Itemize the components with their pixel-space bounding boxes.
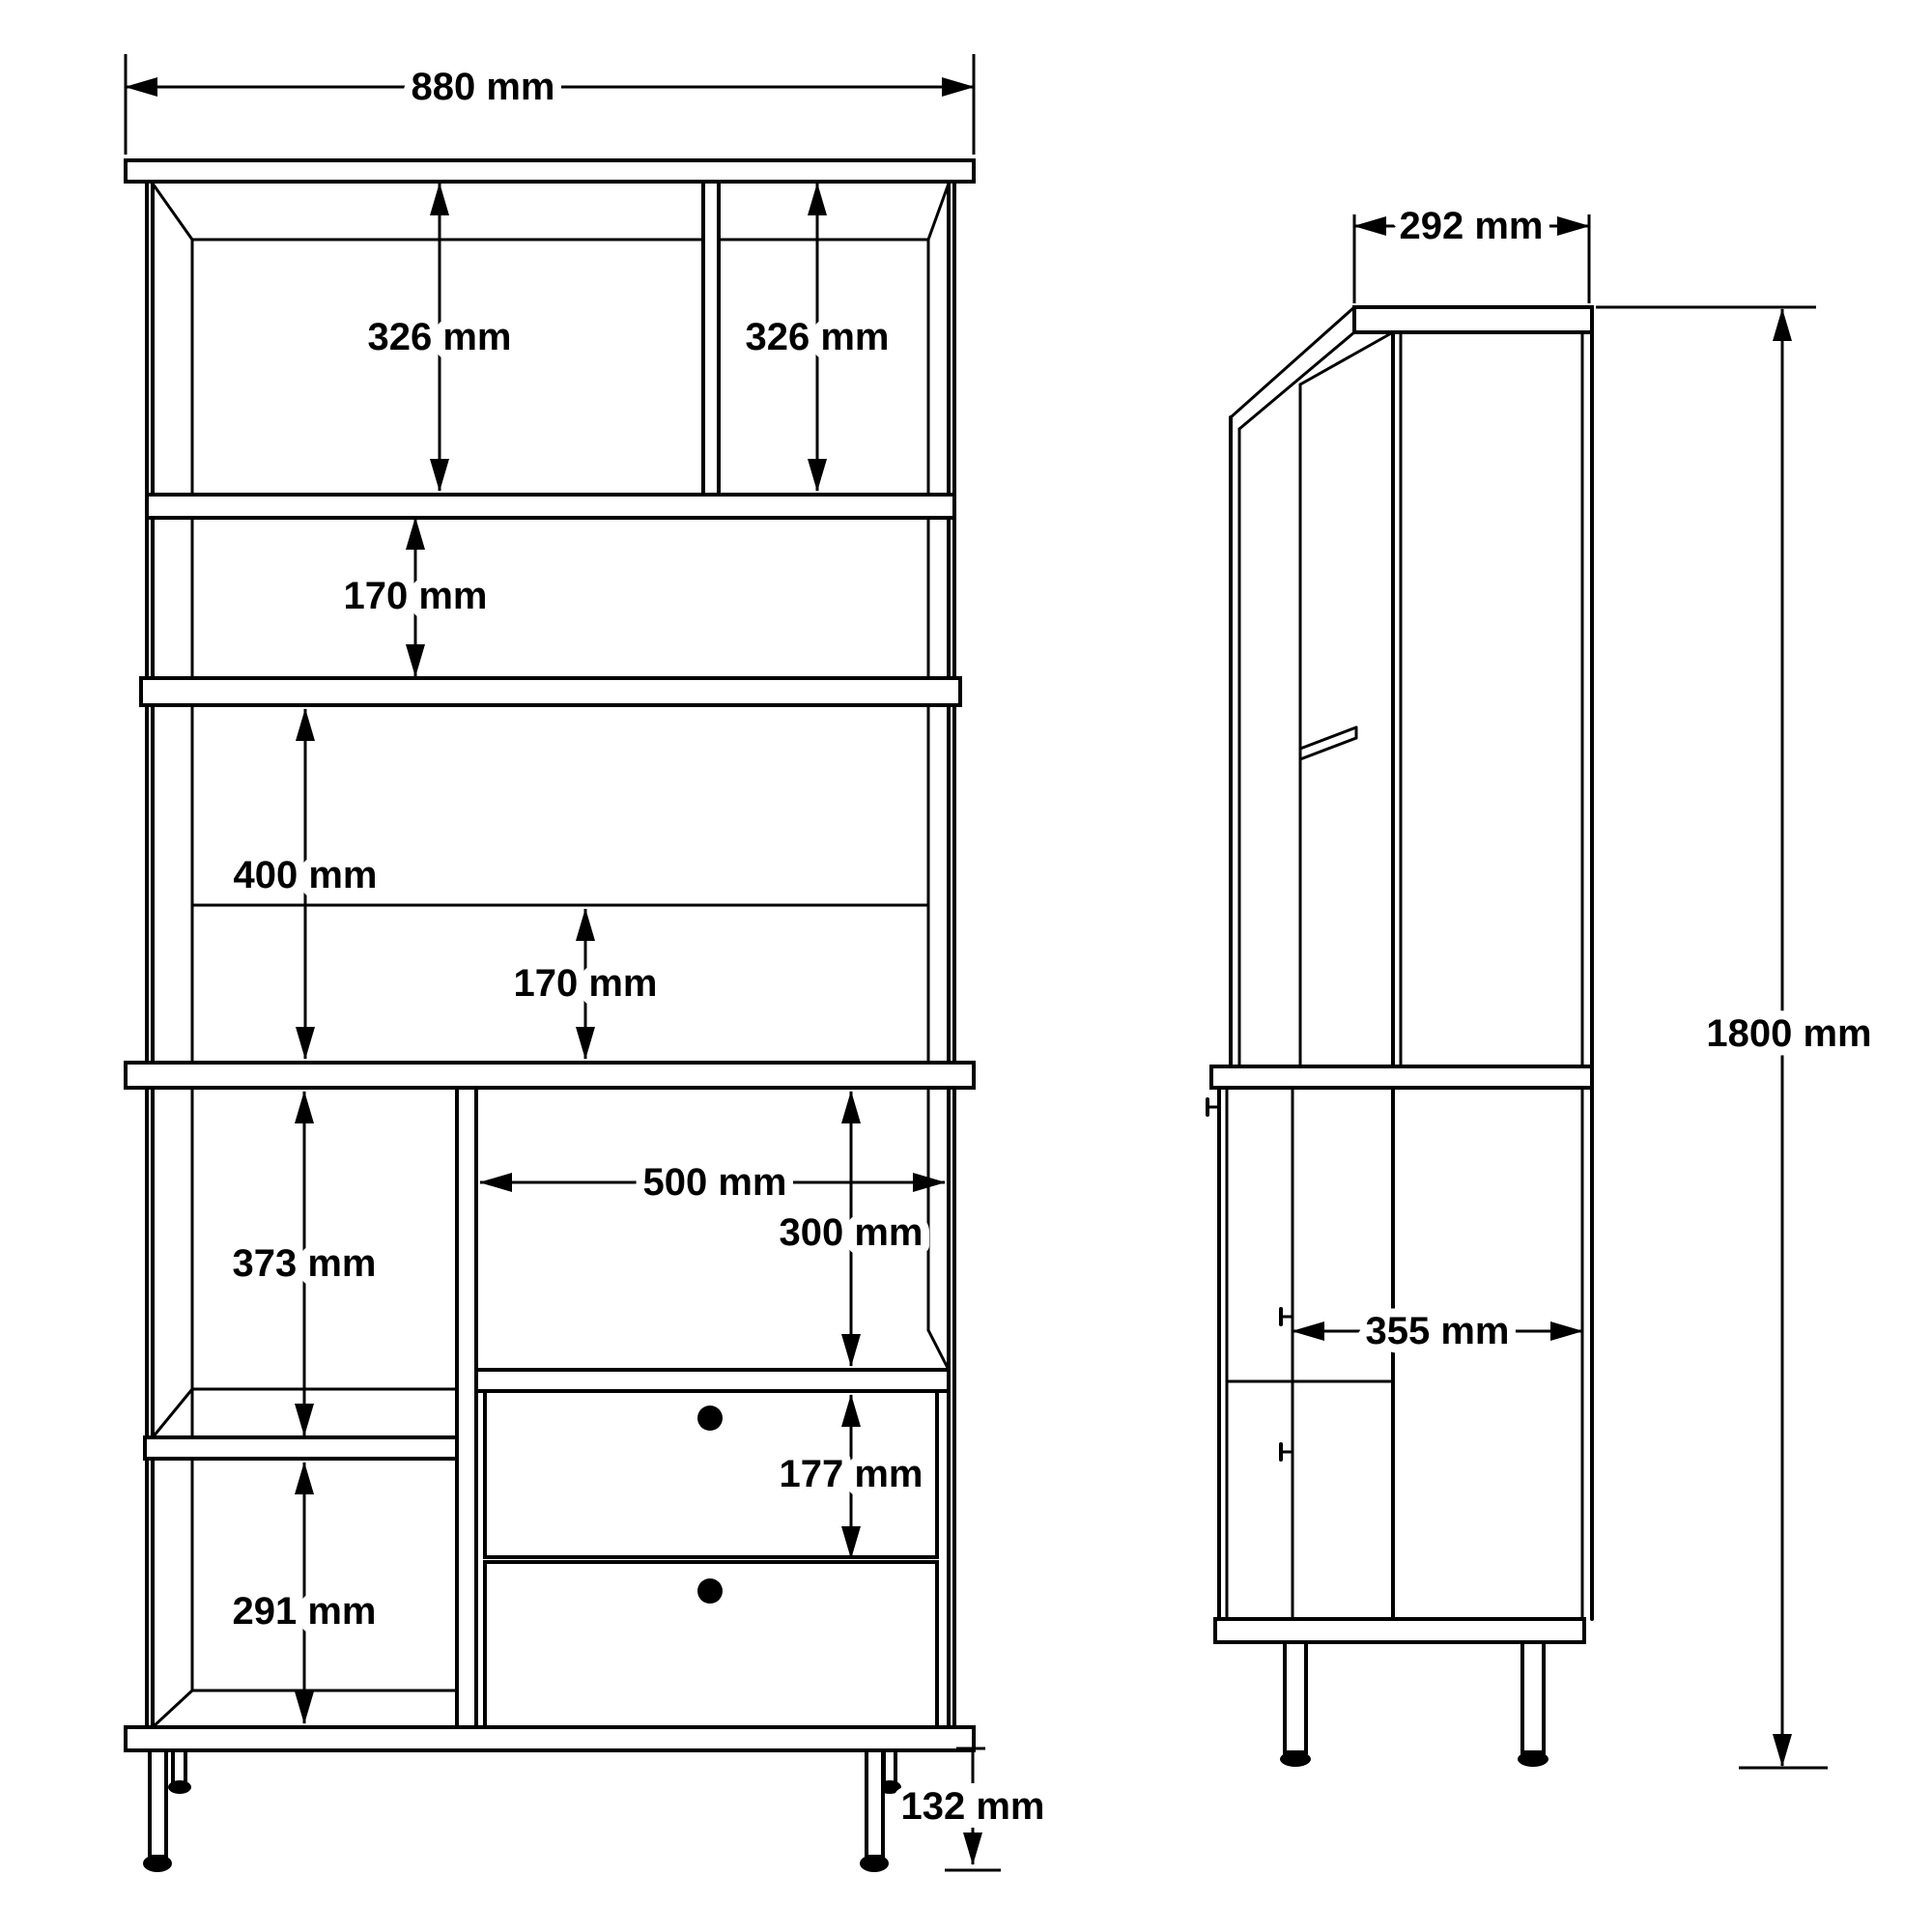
left-shelf-perspective-diagonal — [153, 1389, 192, 1437]
left-wall-perspective-diagonal — [153, 184, 192, 240]
front-left-leg — [150, 1750, 166, 1857]
front-left-foot — [143, 1855, 172, 1872]
side-drawer-handle-1 — [1281, 1309, 1293, 1324]
dim-total-height — [1596, 307, 1872, 1768]
dim-label-326-right: 326 mm — [745, 316, 890, 358]
dim-middle-section — [234, 709, 378, 1059]
bracket-bottom-edge — [1300, 738, 1356, 759]
side-base-top-panel — [1211, 1066, 1592, 1088]
dim-label-373: 373 mm — [232, 1242, 377, 1285]
dim-left-upper-compartment — [233, 1092, 377, 1435]
base-top-panel — [126, 1063, 974, 1088]
bracket-top-edge — [1300, 727, 1356, 749]
roof-bottom-diagonal — [1239, 332, 1354, 429]
dim-overall-width — [126, 54, 974, 155]
side-hutch — [1231, 307, 1592, 1619]
base-bottom-panel — [126, 1727, 974, 1750]
rear-left-foot — [168, 1780, 191, 1794]
base-left-shelf — [145, 1437, 457, 1459]
base-bottom-corner-diagonal — [153, 1690, 192, 1727]
hutch-shelf-2 — [141, 678, 960, 705]
rear-left-leg — [173, 1750, 185, 1783]
dim-label-1800: 1800 mm — [1706, 1012, 1872, 1055]
side-view — [1208, 205, 1872, 1768]
side-rear-foot — [1518, 1751, 1548, 1767]
dim-label-300: 300 mm — [779, 1211, 923, 1254]
dim-drawer-width — [480, 1161, 945, 1204]
front-right-leg — [867, 1750, 883, 1857]
dim-bottom-depth — [1293, 1310, 1582, 1352]
side-shelf-bracket — [1300, 727, 1356, 759]
dim-label-500: 500 mm — [642, 1161, 787, 1204]
side-top-panel — [1354, 307, 1592, 332]
dim-leader — [956, 1748, 985, 1783]
dim-label-400: 400 mm — [233, 854, 378, 896]
dim-left-lower-compartment — [233, 1463, 377, 1723]
rear-right-leg — [884, 1750, 895, 1783]
roof-top-diagonal — [1231, 307, 1354, 417]
side-legs — [1280, 1642, 1548, 1767]
dim-label-292: 292 mm — [1399, 205, 1544, 247]
dim-label-170-lower: 170 mm — [513, 962, 658, 1005]
dim-label-132: 132 mm — [900, 1785, 1045, 1828]
drawer-1-knob — [697, 1406, 723, 1431]
dim-leg-height — [901, 1748, 1045, 1870]
dim-label-326-left: 326 mm — [367, 316, 512, 358]
dim-top-depth — [1354, 205, 1589, 303]
dim-label-291: 291 mm — [232, 1590, 377, 1633]
dim-label-880: 880 mm — [411, 66, 555, 108]
front-view — [126, 54, 1044, 1872]
drawer-2-knob — [697, 1578, 723, 1604]
hutch-carcass — [126, 160, 974, 1066]
side-base-cabinet — [1208, 1066, 1592, 1767]
front-right-foot — [860, 1855, 889, 1872]
side-front-foot — [1280, 1751, 1311, 1767]
dim-label-170-upper: 170 mm — [343, 575, 488, 617]
dim-top-right-compartment — [746, 184, 890, 491]
right-wall-perspective-diagonal — [928, 184, 949, 240]
dim-label-355: 355 mm — [1365, 1310, 1510, 1352]
side-rear-leg — [1522, 1642, 1544, 1752]
legs — [143, 1750, 901, 1872]
drawer-shelf-corner-diagonal — [928, 1330, 949, 1370]
drawer-top-shelf — [476, 1370, 949, 1391]
dim-drawer-opening — [780, 1092, 923, 1366]
side-front-leg — [1285, 1642, 1306, 1752]
hutch-shelf-1 — [147, 495, 954, 518]
hutch-top-panel — [126, 160, 974, 182]
dim-lower-shelf-gap — [514, 909, 658, 1059]
side-drawer-handle-2 — [1281, 1444, 1293, 1460]
dim-upper-shelf-gap — [344, 518, 488, 676]
dim-label-177: 177 mm — [779, 1453, 923, 1495]
side-base-bottom-panel — [1215, 1619, 1584, 1642]
dim-top-left-compartment — [368, 184, 512, 491]
base-cabinet — [126, 1063, 974, 1750]
